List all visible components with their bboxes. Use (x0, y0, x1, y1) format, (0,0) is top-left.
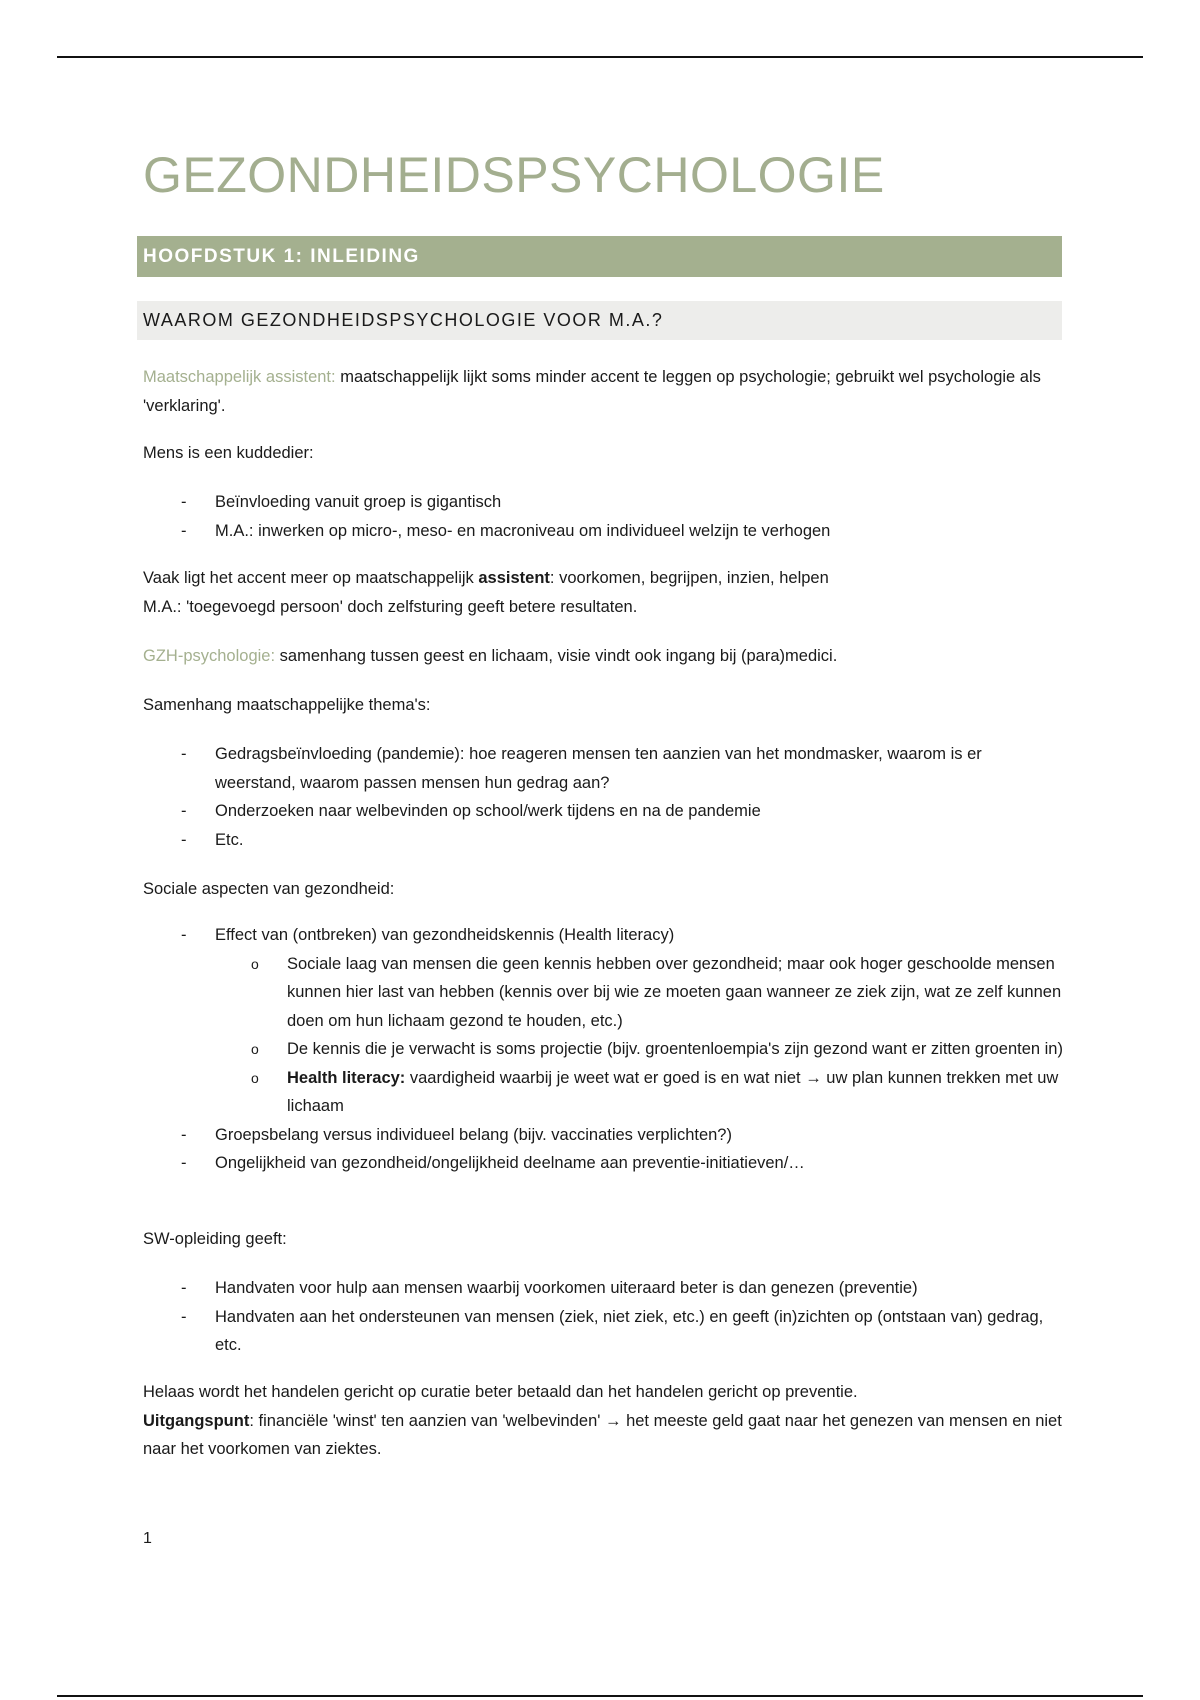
paragraph-kuddedier: Mens is een kuddedier: (143, 444, 314, 462)
term-gzh-psychologie: GZH-psychologie: (143, 647, 276, 665)
paragraph-gzh-psychologie (143, 642, 1063, 671)
body-block-7 (143, 1225, 1063, 1254)
page-number: 1 (143, 1530, 152, 1547)
body-block-6 (143, 875, 1063, 904)
chapter-heading: HOOFDSTUK 1: INLEIDING (137, 236, 1062, 277)
paragraph-sw-opleiding: SW-opleiding geeft: (143, 1230, 287, 1248)
body-block-3 (143, 564, 1063, 621)
list-block-3 (143, 921, 1063, 1178)
list-item: - Groepsbelang versus individueel belang (bijv. vaccinaties verplichten?) (143, 1121, 1063, 1150)
bold-term: Health literacy: (287, 1068, 406, 1087)
body-block-8 (143, 1378, 1063, 1464)
list-block-4 (143, 1274, 1063, 1360)
list-block-1 (143, 488, 1063, 545)
list-block-2 (143, 740, 1063, 854)
body-block-1 (143, 363, 1063, 420)
list-item: - Beïnvloeding vanuit groep is gigantisch (143, 488, 1063, 517)
bullet-list (143, 740, 1063, 854)
paragraph-text: Helaas wordt het handelen gericht op curatie beter betaald dan het handelen gericht op preventie. (143, 1383, 858, 1401)
document-title: GEZONDHEIDSPSYCHOLOGIE (143, 147, 885, 203)
bullet-list (143, 488, 1063, 545)
paragraph-text: maatschappelijk lijkt soms minder accent te leggen op psychologie; gebruikt wel psychologie als 'verklaring'. (143, 368, 1041, 415)
list-item: - Etc. (143, 826, 1063, 855)
list-item-text: Effect van (ontbreken) van gezondheidskennis (Health literacy) (215, 926, 675, 944)
list-item: - Handvaten voor hulp aan mensen waarbij voorkomen uiteraard beter is dan genezen (preventie) (143, 1274, 1063, 1303)
list-item: - Handvaten aan het ondersteunen van mensen (ziek, niet ziek, etc.) en geeft (in)zichten op (ontstaan van) gedrag, etc. (143, 1303, 1063, 1360)
paragraph-accent (143, 564, 1063, 621)
sub-list-item-text: vaardigheid waarbij je weet wat er goed is en wat niet → uw plan kunnen trekken met uw lichaam (287, 1068, 1059, 1115)
body-block-5 (143, 691, 1063, 720)
paragraph-text: Vaak ligt het accent meer op maatschappelijk (143, 569, 479, 587)
paragraph-sociale-aspecten: Sociale aspecten van gezondheid: (143, 880, 395, 898)
paragraph-text: : financiële 'winst' ten aanzien van 'welbevinden' → het meeste geld gaat naar het genezen van mensen en niet naar het voorkomen van ziektes. (143, 1411, 1062, 1458)
list-item (143, 921, 1063, 1121)
header-rule (57, 56, 1143, 58)
bold-term: Uitgangspunt (143, 1411, 250, 1430)
bullet-list (143, 921, 1063, 1178)
body-block-2 (143, 439, 1063, 468)
list-item: - Onderzoeken naar welbevinden op school/werk tijdens en na de pandemie (143, 797, 1063, 826)
bold-term: assistent (478, 569, 550, 587)
paragraph-themas: Samenhang maatschappelijke thema's: (143, 696, 431, 714)
paragraph-text: samenhang tussen geest en lichaam, visie vindt ook ingang bij (para)medici. (275, 647, 838, 665)
term-maatschappelijk-assistent: Maatschappelijk assistent: (143, 368, 336, 386)
bullet-list (143, 1274, 1063, 1360)
paragraph-text: : voorkomen, begrijpen, inzien, helpen (549, 569, 829, 587)
paragraph-maatschappelijk-assistent (143, 363, 1063, 420)
sub-list-item (215, 1064, 1063, 1121)
sub-list-item: o Sociale laag van mensen die geen kennis hebben over gezondheid; maar ook hoger geschoolde mensen kunnen hier last van hebben (kennis over bij wie ze moeten gaan wanneer ze ziek zijn, wat ze zelf kunnen doen om hun lichaam gezond te houden, etc.) (215, 950, 1063, 1036)
paragraph-text: M.A.: 'toegevoegd persoon' doch zelfsturing geeft betere resultaten. (143, 597, 638, 616)
sub-list (215, 950, 1063, 1121)
list-item: - M.A.: inwerken op micro-, meso- en macroniveau om individueel welzijn te verhogen (143, 517, 1063, 546)
list-item: - Ongelijkheid van gezondheid/ongelijkheid deelname aan preventie-initiatieven/… (143, 1149, 1063, 1178)
list-item: - Gedragsbeïnvloeding (pandemie): hoe reageren mensen ten aanzien van het mondmasker, waarom is er weerstand, waarom passen mensen hun gedrag aan? (143, 740, 1063, 797)
section-heading: WAAROM GEZONDHEIDSPSYCHOLOGIE VOOR M.A.? (137, 301, 1062, 340)
body-block-4 (143, 642, 1063, 671)
sub-list-item: o De kennis die je verwacht is soms projectie (bijv. groentenloempia's zijn gezond want er zitten groenten in) (215, 1035, 1063, 1064)
paragraph-helaas (143, 1378, 1063, 1464)
footer-rule (57, 1695, 1143, 1697)
